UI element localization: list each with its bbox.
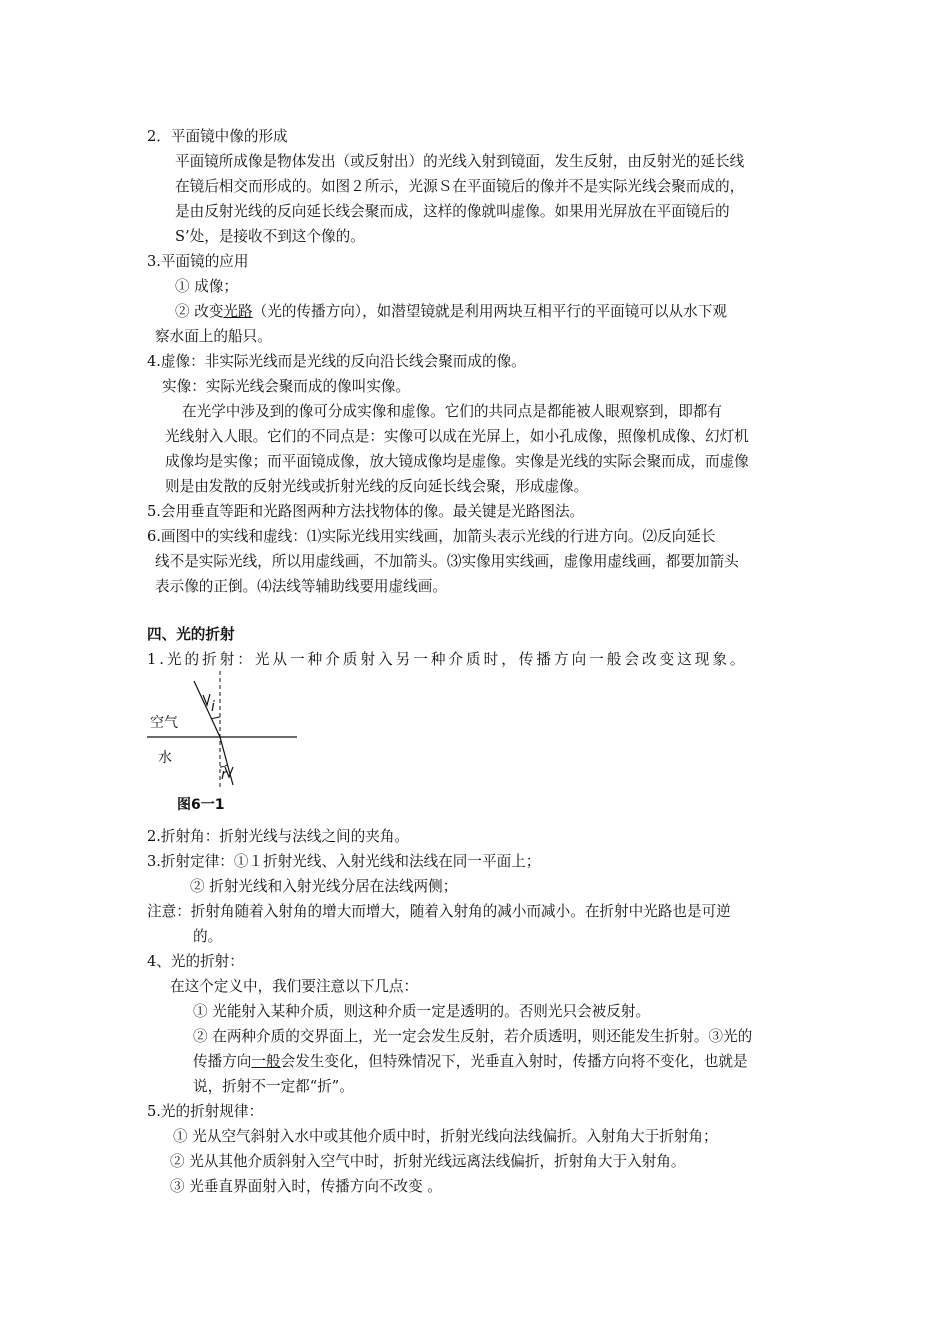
refraction-note: 注意：折射角随着入射角的增大而增大，随着入射角的减小而减小。在折射中光路也是可逆 (147, 903, 731, 920)
section-4-para-3: 成像均是实像；而平面镜成像，放大镜成像均是虚像。实像是光线的实际会聚而成，而虚像 (165, 453, 749, 470)
underlined-generally: 一般 (251, 1053, 281, 1070)
section-6-line-2: 线不是实际光线，所以用虚线画，不加箭头。⑶实像用实线画，虚像用虚线画，都要加箭头 (155, 553, 739, 570)
section-2-line-2: 在镜后相交而形成的。如图２所示，光源Ｓ在平面镜后的像并不是实际光线会聚而成的， (175, 178, 745, 195)
section-6-line-1: 6.画图中的实线和虚线：⑴实际光线用实线画，加箭头表示光线的行进方向。⑵反向延长 (147, 528, 716, 545)
angle-i-label: i (211, 699, 215, 715)
virtual-image-def: 4.虚像：非实际光线而是光线的反向沿长线会聚而成的像。 (147, 353, 526, 370)
refraction-definition: 1.光的折射：光从一种介质射入另一种介质时，传播方向一般会改变这现象。 (147, 651, 748, 668)
section-6-line-3: 表示像的正倒。⑷法线等辅助线要用虚线画。 (155, 578, 447, 595)
refraction-angle-def: 2.折射角：折射光线与法线之间的夹角。 (147, 828, 410, 845)
section-3-item-1: ① 成像； (175, 278, 239, 295)
section-3-item-2-pre: ② 改变 (175, 303, 224, 320)
refraction-s4-item-2: ② 在两种介质的交界面上，光一定会发生反射，若介质透明，则还能发生折射。③光的 (193, 1028, 753, 1045)
section-2-line-3: 是由反射光线的反向延长线会聚而成，这样的像就叫虚像。如果用光屏放在平面镜后的 (175, 203, 730, 220)
section-3-item-2-cont: 察水面上的船只。 (155, 328, 272, 345)
incident-ray (194, 681, 220, 737)
refraction-s4-item-4: 说，折射不一定都“折”。 (193, 1078, 354, 1095)
section-2-title: 2．平面镜中像的形成 (147, 128, 288, 145)
underlined-light-path: 光路 (223, 303, 253, 320)
air-label: 空气 (150, 715, 178, 731)
refraction-s4-title: 4、光的折射： (147, 953, 244, 970)
section-4-para-1: 在光学中涉及到的像可分成实像和虚像。它们的共同点是都能被人眼观察到，即都有 (182, 403, 722, 420)
section-5: 5.会用垂直等距和光路图两种方法找物体的像。最关键是光路图法。 (147, 503, 585, 520)
section-2-line-1: 平面镜所成像是物体发出（或反射出）的光线入射到镜面，发生反射，由反射光的延长线 (175, 153, 745, 170)
section-3-item-2-post: （光的传播方向），如潜望镜就是利用两块互相平行的平面镜可以从水下观 (252, 303, 727, 320)
refraction-s4-item-1: ① 光能射入某种介质，则这种介质一定是透明的。否则光只会被反射。 (193, 1003, 651, 1020)
section-4-para-4: 则是由发散的反射光线或折射光线的反向延长线会聚，形成虚像。 (165, 478, 589, 495)
incidence-angle-arc (211, 717, 220, 719)
water-label: 水 (158, 750, 172, 766)
refraction-s4-item-3-post: 会发生变化，但特殊情况下，光垂直入射时，传播方向将不变化，也就是 (280, 1053, 748, 1070)
figure-caption: 图6一1 (177, 797, 225, 813)
refraction-rule-2: ② 光从其他介质斜射入空气中时，折射光线远离法线偏折，折射角大于入射角。 (170, 1153, 686, 1170)
refraction-heading: 四、光的折射 (147, 626, 235, 643)
refraction-rule-3: ③ 光垂直界面射入时，传播方向不改变 。 (170, 1178, 442, 1195)
refraction-law-1: 3.折射定律：①１折射光线、入射光线和法线在同一平面上； (147, 853, 541, 870)
refraction-s4-item-3-pre: 传播方向 (193, 1053, 252, 1070)
refraction-law-2: ② 折射光线和入射光线分居在法线两侧； (190, 878, 458, 895)
section-3-item-2 (175, 302, 727, 324)
angle-r-label: r (221, 767, 227, 783)
real-image-def: 实像：实际光线会聚而成的像叫实像。 (162, 378, 411, 395)
refraction-s4-item-3 (193, 1052, 748, 1074)
section-2-line-4: S’处，是接收不到这个像的。 (175, 228, 365, 245)
refraction-diagram (140, 667, 310, 817)
refraction-note-cont: 的。 (193, 928, 223, 945)
refraction-rules-title: 5.光的折射规律： (147, 1103, 264, 1120)
refraction-s4-intro: 在这个定义中，我们要注意以下几点： (170, 978, 419, 995)
section-4-para-2: 光线射入人眼。它们的不同点是：实像可以成在光屏上，如小孔成像，照像机成像、幻灯机 (165, 428, 749, 445)
refraction-rule-1: ① 光从空气斜射入水中或其他介质中时，折射光线向法线偏折。入射角大于折射角； (173, 1128, 718, 1145)
section-3-title: 3.平面镜的应用 (147, 253, 249, 270)
